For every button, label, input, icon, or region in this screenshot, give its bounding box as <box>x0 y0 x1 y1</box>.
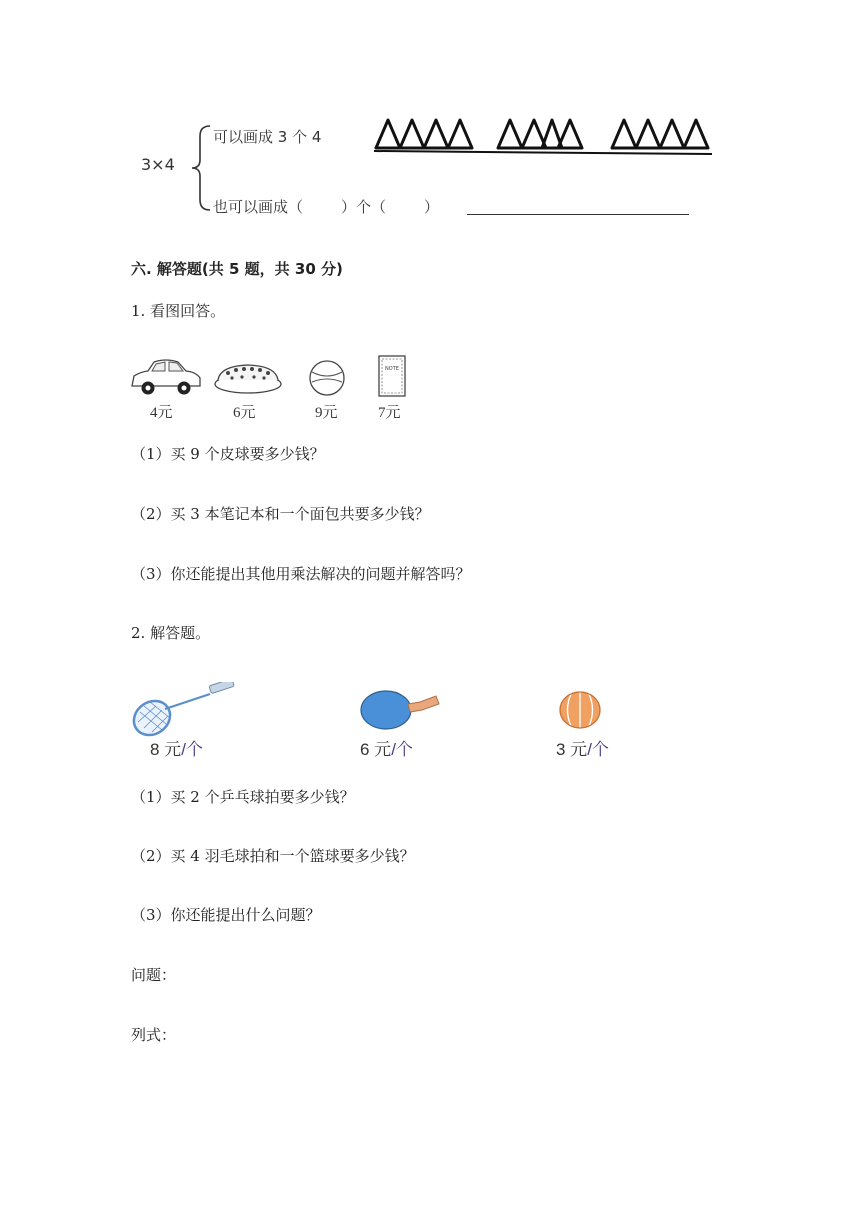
q1-price-cake: 6元 <box>233 405 256 421</box>
section-title: 六. 解答题(共 5 题，共 30 分) <box>131 260 343 278</box>
brace-icon <box>190 122 214 214</box>
line2-suffix: ） <box>424 198 440 216</box>
q2-sub2: （2）买 4 羽毛球拍和一个篮球要多少钱？ <box>131 847 415 865</box>
toy-car-icon <box>128 356 204 398</box>
ping-pong-paddle-icon <box>358 686 442 732</box>
expression: 3×4 <box>141 155 175 174</box>
diagram-line1: 可以画成 3 个 4 <box>213 128 322 146</box>
diagram-line2 <box>213 196 439 217</box>
answer-line <box>467 214 689 215</box>
cake-icon <box>212 360 284 396</box>
ball-icon <box>307 358 347 398</box>
triangle-icon <box>684 120 708 148</box>
q1-sub2: （2）买 3 本笔记本和一个面包共要多少钱？ <box>131 505 430 523</box>
triangle-icon <box>448 120 472 148</box>
q2-title: 2. 解答题。 <box>131 624 211 642</box>
triangle-icon <box>376 120 400 148</box>
triangle-icon <box>498 120 522 148</box>
line2-prefix: 也可以画成（ <box>213 198 304 216</box>
triangles-drawing <box>372 112 717 160</box>
triangle-icon <box>424 120 448 148</box>
formula-label: 列式： <box>131 1026 177 1044</box>
q2-price-paddle: 6 元/个 <box>360 740 413 759</box>
triangle-icon <box>660 120 684 148</box>
question-label: 问题： <box>131 966 177 984</box>
q2-price-ball: 3 元/个 <box>556 740 609 759</box>
q1-price-car: 4元 <box>150 405 173 421</box>
triangle-icon <box>636 120 660 148</box>
badminton-racket-icon <box>130 682 236 740</box>
q2-sub1: （1）买 2 个乒乓球拍要多少钱？ <box>131 788 355 806</box>
q1-price-notebook: 7元 <box>378 405 401 421</box>
triangle-icon <box>400 120 424 148</box>
basketball-icon <box>558 688 604 730</box>
q1-sub3: （3）你还能提出其他用乘法解决的问题并解答吗？ <box>131 565 471 583</box>
notebook-icon <box>376 353 408 399</box>
q1-title: 1. 看图回答。 <box>131 302 226 320</box>
q2-price-racket: 8 元/个 <box>150 740 203 759</box>
q2-sub3: （3）你还能提出什么问题？ <box>131 906 321 924</box>
q1-price-ball: 9元 <box>315 405 338 421</box>
line2-middle: ）个（ <box>341 198 387 216</box>
q1-sub1: （1）买 9 个皮球要多少钱？ <box>131 445 325 463</box>
notebook-label: NOTE <box>385 366 399 372</box>
triangle-icon <box>612 120 636 148</box>
